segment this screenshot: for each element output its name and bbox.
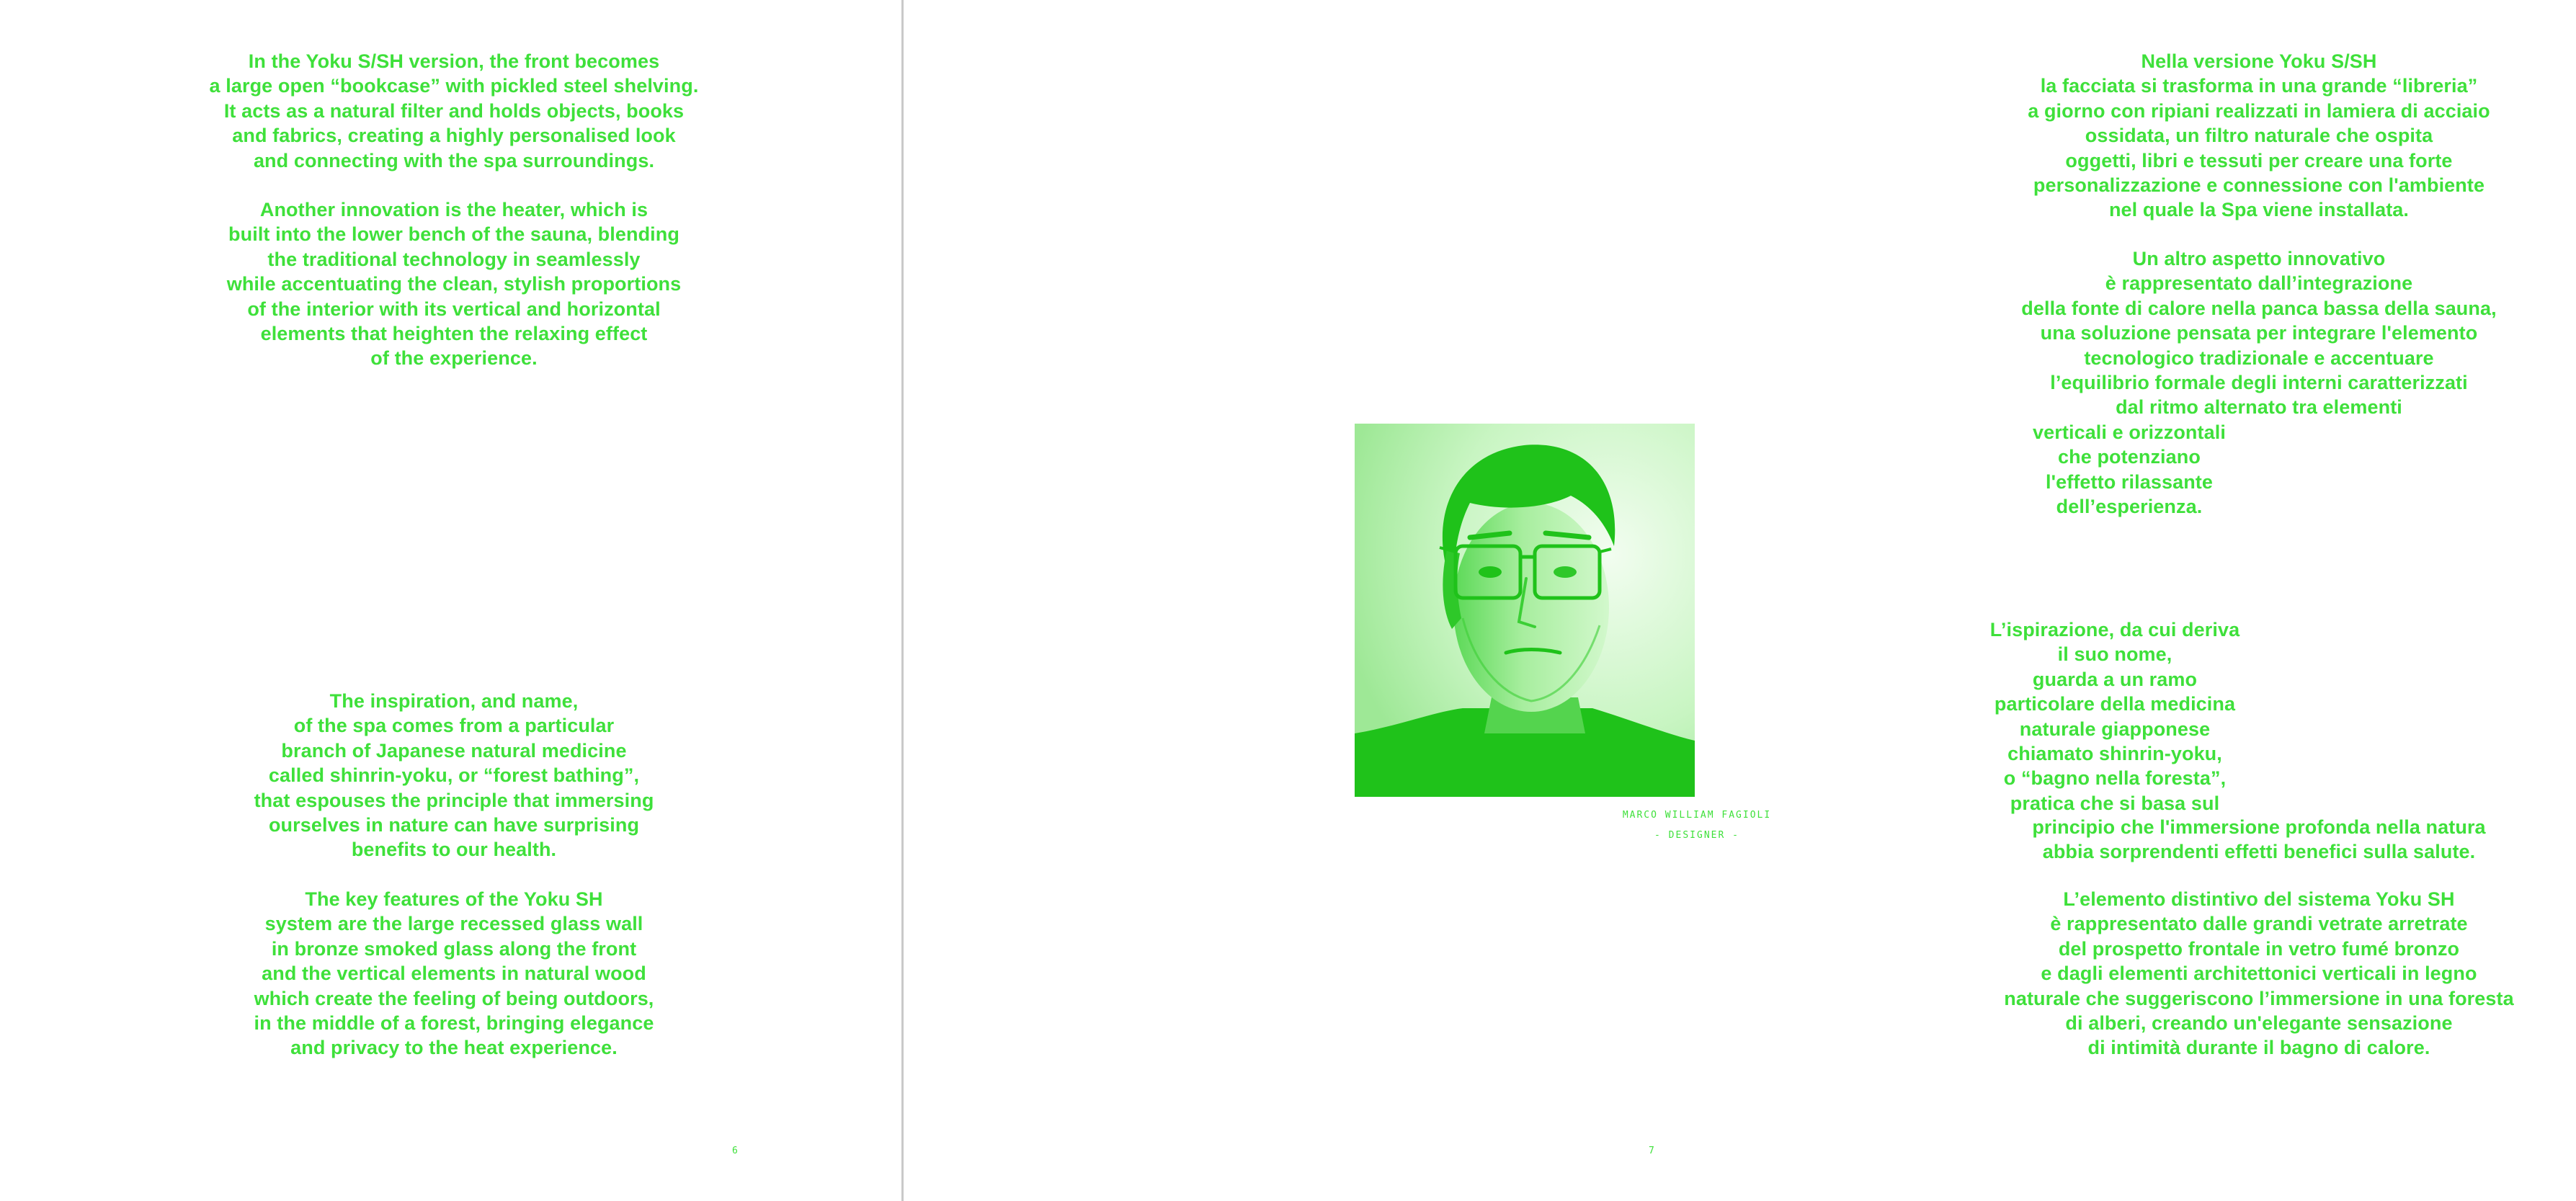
english-paragraph-bookcase: In the Yoku S/SH version, the front becomes a large open “bookcase” with pickled steel shelving. It acts as a natural filter and holds objects, books and fabrics, creating a highly personalised look and connecting with the spa surroundings. — [209, 50, 699, 171]
portrait-caption-name: MARCO WILLIAM FAGIOLI — [1622, 810, 1772, 821]
italian-paragraph-ispirazione-end: principio che l'immersione profonda nella natura abbia sorprendenti effetti benefici sulla salute. — [2032, 816, 2486, 863]
portrait-caption-role: - DESIGNER - — [1654, 830, 1739, 841]
left-page — [0, 0, 903, 1201]
page-gutter — [901, 0, 904, 1201]
italian-paragraph-elemento-distintivo: L’elemento distintivo del sistema Yoku SH è rappresentato dalle grandi vetrate arretrate del prospetto frontale in vetro fumé bronzo e dagli elementi architettonici verticali in legno naturale che suggeriscono l’immersione in una foresta di alberi, creando un'elegante sensazione di intimità durante il bagno di calore. — [2004, 888, 2514, 1059]
italian-paragraph-ispirazione: L’ispirazione, da cui deriva il suo nome, guarda a un ramo particolare della medicina naturale giapponese chiamato shinrin-yoku, o “bagno nella foresta”, pratica che si basa sul — [1989, 619, 2240, 814]
italian-paragraph-calore-wrap: verticali e orizzontali che potenziano l'effetto rilassante dell’esperienza. — [2033, 421, 2226, 518]
english-paragraph-heater: Another innovation is the heater, which is built into the lower bench of the sauna, blending the traditional technology in seamlessly while accentuating the clean, stylish proportions of the interior with its vertical and horizontal elements that heighten the relaxing effect of the experience. — [226, 199, 682, 370]
page-number-right: 7 — [1649, 1146, 1654, 1156]
english-paragraph-inspiration: The inspiration, and name, of the spa comes from a particular branch of Japanese natural medicine called shinrin-yoku, or “forest bathing”, that espouses the principle that immersing ourselves in nature can have surprising benefits to our health. — [254, 690, 654, 861]
italian-paragraph-calore: Un altro aspetto innovativo è rappresentato dall’integrazione della fonte di calore nella panca bassa della sauna, una soluzione pensata per integrare l'elemento tecnologico tradizionale e accentuare l’equilibrio formale degli interni caratterizzati dal ritmo alternato tra elementi — [2021, 248, 2497, 419]
page-number-left: 6 — [732, 1146, 738, 1156]
italian-paragraph-libreria: Nella versione Yoku S/SH la facciata si trasforma in una grande “libreria” a giorno con ripiani realizzati in lamiera di acciaio ossidata, un filtro naturale che ospita oggetti, libri e tessuti per creare una forte personalizzazione e connessione con l'ambiente nel quale la Spa viene installata. — [2028, 50, 2490, 221]
designer-portrait-photo — [1355, 424, 1695, 797]
portrait-illustration — [1355, 424, 1695, 797]
english-paragraph-key-features: The key features of the Yoku SH system are the large recessed glass wall in bronze smoked glass along the front and the vertical elements in natural wood which create the feeling of being outdoors, in the middle of a forest, bringing elegance and privacy to the heat experience. — [254, 888, 654, 1059]
